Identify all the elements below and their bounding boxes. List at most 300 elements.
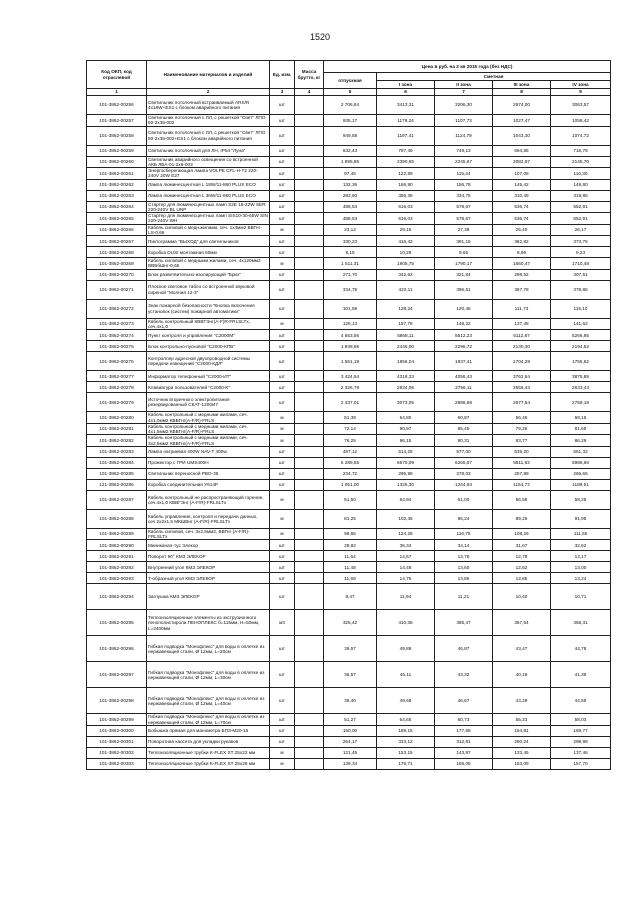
row-price-otpusknaya: 330,23 — [324, 236, 377, 247]
row-price-zone-1: 11,94 — [377, 584, 435, 610]
row-unit: шт — [270, 382, 295, 393]
row-name: Пункт контроля и управления "С2000М" — [147, 330, 270, 341]
row-code: 121-3862-00286 — [87, 479, 147, 490]
row-unit: шт — [270, 341, 295, 352]
row-price-zone-3: 10,40 — [493, 584, 551, 610]
row-code: 101-3862-00263 — [87, 190, 147, 201]
row-mass — [295, 393, 324, 412]
row-code: 101-3862-00267 — [87, 236, 147, 247]
row-price-zone-2: 34,14 — [435, 540, 493, 551]
row-price-zone-4: 3063,57 — [551, 96, 611, 115]
row-price-zone-1: 153,15 — [377, 747, 435, 758]
table-row — [87, 573, 611, 584]
row-unit: шт — [270, 145, 295, 156]
row-mass — [295, 341, 324, 352]
table-row — [87, 341, 611, 352]
row-price-zone-3: 31,67 — [493, 540, 551, 551]
row-mass — [295, 551, 324, 562]
row-price-zone-2: 177,68 — [435, 725, 493, 736]
row-price-zone-3: 133,45 — [493, 747, 551, 758]
row-mass — [295, 280, 324, 299]
row-mass — [295, 201, 324, 213]
row-price-zone-2: 2245,67 — [435, 156, 493, 168]
row-price-zone-3: 40,18 — [493, 662, 551, 688]
row-name: Прожектор с ГРИ UMS400H — [147, 457, 270, 468]
row-price-zone-4: 552,91 — [551, 201, 611, 213]
row-price-otpusknaya: 234,72 — [324, 468, 377, 479]
row-mass — [295, 736, 324, 747]
row-code: 101-3862-00265 — [87, 213, 147, 225]
row-price-otpusknaya: 949,58 — [324, 126, 377, 145]
row-price-otpusknaya: 11,69 — [324, 573, 377, 584]
table-row — [87, 736, 611, 747]
row-price-zone-2: 85,45 — [435, 423, 493, 435]
row-price-zone-2: 577,00 — [435, 446, 493, 457]
row-code: 101-3862-00258 — [87, 126, 147, 145]
row-price-zone-2: 2756,11 — [435, 382, 493, 393]
row-price-zone-4: 13,00 — [551, 562, 611, 573]
row-price-zone-3: 107,08 — [493, 168, 551, 180]
header-smetnaya: Сметная — [377, 73, 611, 81]
table-row — [87, 371, 611, 382]
row-price-otpusknaya: 97,46 — [324, 168, 377, 180]
row-price-zone-3: 43,47 — [493, 636, 551, 662]
table-row — [87, 201, 611, 213]
row-price-zone-3: 12,62 — [493, 562, 551, 573]
row-unit: шт — [270, 573, 295, 584]
row-price-zone-3: 164,81 — [493, 725, 551, 736]
row-price-zone-2: 1837,41 — [435, 352, 493, 371]
row-code: 101-3862-00292 — [87, 562, 147, 573]
row-code: 101-3862-00275 — [87, 341, 147, 352]
row-mass — [295, 382, 324, 393]
row-price-zone-4: 110,30 — [551, 168, 611, 180]
row-price-zone-4: 307,51 — [551, 269, 611, 280]
header-zone-4: IV зона — [551, 81, 611, 89]
row-code: 101-3862-00271 — [87, 280, 147, 299]
row-unit: шт — [270, 156, 295, 168]
row-price-otpusknaya: 81,25 — [324, 509, 377, 528]
row-code: 101-3862-00287 — [87, 490, 147, 509]
row-price-zone-1: 124,28 — [377, 528, 435, 540]
row-unit: м3 — [270, 610, 295, 636]
row-name: Теплоизоляционные трубки K-FLEX ST 25х22 мм — [147, 747, 270, 758]
table-row — [87, 423, 611, 435]
row-price-zone-3: 2130,30 — [493, 341, 551, 352]
row-price-zone-1: 3413,31 — [377, 96, 435, 115]
row-code: 101-3862-00288 — [87, 509, 147, 528]
row-code: 101-3862-00298 — [87, 688, 147, 714]
column-number: 4 — [295, 89, 324, 96]
row-code: 101-3862-00259 — [87, 145, 147, 156]
row-price-zone-3: 153,09 — [493, 758, 551, 769]
row-price-otpusknaya: 1 551,19 — [324, 352, 377, 371]
row-code: 101-3862-00284 — [87, 457, 147, 468]
table-row — [87, 269, 611, 280]
column-number: 7 — [435, 89, 493, 96]
row-mass — [295, 584, 324, 610]
row-price-zone-4: 1058,42 — [551, 115, 611, 127]
column-number: 3 — [270, 89, 295, 96]
row-unit: шт — [270, 269, 295, 280]
row-price-zone-2: 396,51 — [435, 280, 493, 299]
row-price-zone-3: 362,82 — [493, 236, 551, 247]
row-price-zone-4: 149,80 — [551, 179, 611, 190]
row-price-zone-2: 1124,79 — [435, 126, 493, 145]
row-mass — [295, 479, 324, 490]
table-row — [87, 156, 611, 168]
row-price-zone-3: 257,89 — [493, 468, 551, 479]
header-otpusknaya: отпускная — [324, 73, 377, 89]
row-price-zone-3: 12,78 — [493, 551, 551, 562]
row-price-zone-2: 96,24 — [435, 509, 493, 528]
row-name: Лампа люминесцентная L 36W/11-860 PLUS ECO — [147, 190, 270, 201]
row-unit: шт — [270, 636, 295, 662]
row-price-zone-2: 1107,73 — [435, 115, 493, 127]
row-code: 101-3862-00294 — [87, 584, 147, 610]
row-price-zone-2: 4056,43 — [435, 371, 493, 382]
row-price-zone-4: 373,75 — [551, 236, 611, 247]
row-code: 101-3862-00281 — [87, 423, 147, 435]
row-price-zone-2: 13,86 — [435, 573, 493, 584]
price-table-container — [86, 60, 610, 770]
row-name: Миниканал-тус Элекор — [147, 540, 270, 551]
row-price-zone-1: 1956,04 — [377, 352, 435, 371]
row-price-zone-1: 49,68 — [377, 688, 435, 714]
row-code: 101-3862-00269 — [87, 258, 147, 270]
row-price-zone-1: 122,89 — [377, 168, 435, 180]
row-price-zone-2: 27,38 — [435, 224, 493, 236]
row-price-zone-2: 156,78 — [435, 179, 493, 190]
row-price-zone-4: 44,78 — [551, 636, 611, 662]
row-price-zone-2: 2886,68 — [435, 393, 493, 412]
row-mass — [295, 423, 324, 435]
row-price-zone-4: 86,29 — [551, 435, 611, 447]
row-price-zone-3: 310,49 — [493, 190, 551, 201]
row-price-otpusknaya: 23,12 — [324, 224, 377, 236]
row-code: 101-3862-00301 — [87, 736, 147, 747]
row-code: 101-3862-00273 — [87, 318, 147, 330]
row-name: Коробка соединительная У614Р — [147, 479, 270, 490]
row-mass — [295, 224, 324, 236]
row-price-zone-4: 552,91 — [551, 213, 611, 225]
row-price-otpusknaya: 36,57 — [324, 662, 377, 688]
row-unit: шт — [270, 468, 295, 479]
row-price-zone-2: 321,84 — [435, 269, 493, 280]
row-name: Плоское световое табло со встроенной звуковой сиреной "Молния 12-3" — [147, 280, 270, 299]
row-name: Бобышка прямая для манометра БПЗ-М20-15 — [147, 725, 270, 736]
row-mass — [295, 126, 324, 145]
row-unit: шт — [270, 247, 295, 258]
row-price-zone-4: 378,86 — [551, 280, 611, 299]
row-price-zone-4: 26,17 — [551, 224, 611, 236]
row-name: Т-образный угол КМЗ ЭЛЕКОР — [147, 573, 270, 584]
row-price-zone-4: 32,62 — [551, 540, 611, 551]
row-code: 101-3862-00279 — [87, 393, 147, 412]
row-price-zone-1: 157,78 — [377, 318, 435, 330]
row-price-zone-2: 334,75 — [435, 190, 493, 201]
row-price-zone-3: 1043,30 — [493, 126, 551, 145]
header-zone-1: I зона — [377, 81, 435, 89]
row-price-otpusknaya: 325,42 — [324, 610, 377, 636]
row-mass — [295, 190, 324, 201]
table-row — [87, 412, 611, 424]
row-price-zone-1: 2390,65 — [377, 156, 435, 168]
table-row — [87, 540, 611, 551]
row-mass — [295, 714, 324, 726]
row-price-otpusknaya: 98,56 — [324, 528, 377, 540]
row-price-otpusknaya: 39,40 — [324, 688, 377, 714]
row-price-zone-1: 797,49 — [377, 145, 435, 156]
row-name: Поворотная кассета для укладки рукавов — [147, 736, 270, 747]
table-row — [87, 747, 611, 758]
row-price-zone-1: 295,98 — [377, 468, 435, 479]
row-price-otpusknaya: 632,43 — [324, 145, 377, 156]
row-price-zone-2: 6265,57 — [435, 457, 493, 468]
row-mass — [295, 457, 324, 468]
row-name: Светильник аварийного освещения со встроенной АКБ ЛБА-01-2х6-003 — [147, 156, 270, 168]
row-unit: шт — [270, 457, 295, 468]
row-name: Гибкая подводка "Монофлекс" для воды в оплетке из нержавеющей стали, Ø 12мм, L=20см — [147, 636, 270, 662]
table-row — [87, 551, 611, 562]
row-unit: шт — [270, 479, 295, 490]
row-price-otpusknaya: 125,13 — [324, 318, 377, 330]
row-price-otpusknaya: 4 653,56 — [324, 330, 377, 341]
row-price-otpusknaya: 3 424,54 — [324, 371, 377, 382]
row-price-zone-2: 60,87 — [435, 412, 493, 424]
row-code: 101-3862-00278 — [87, 382, 147, 393]
table-row — [87, 382, 611, 393]
row-price-zone-2: 1244,93 — [435, 479, 493, 490]
row-mass — [295, 236, 324, 247]
row-mass — [295, 747, 324, 758]
table-row — [87, 758, 611, 769]
row-unit: шт — [270, 179, 295, 190]
row-name: Кабель контрольный КВВГЭнг(A-F)R-FRLSLTx, сеч.4х1,0 — [147, 318, 270, 330]
row-unit: м — [270, 435, 295, 447]
row-mass — [295, 528, 324, 540]
table-row — [87, 509, 611, 528]
row-code: 101-3862-00257 — [87, 115, 147, 127]
row-price-zone-1: 102,45 — [377, 509, 435, 528]
table-row — [87, 725, 611, 736]
row-unit: шт — [270, 688, 295, 714]
row-code: 101-3862-00299 — [87, 714, 147, 726]
row-name: Гибкая подводка "Монофлекс" для воды в оплетке из нержавеющей стали, Ø 12мм, L=70см — [147, 714, 270, 726]
row-unit: м — [270, 423, 295, 435]
row-code: 101-3862-00290 — [87, 540, 147, 551]
row-name: Светильник потолочный для ЛН, IP54 "Луна" — [147, 145, 270, 156]
row-price-zone-4: 298,98 — [551, 736, 611, 747]
row-name: Гибкая подводка "Монофлекс" для воды в оплетке из нержавеющей стали, Ø 12мм, L=40см — [147, 688, 270, 714]
row-mass — [295, 540, 324, 551]
row-unit: шт — [270, 126, 295, 145]
row-price-zone-2: 11,21 — [435, 584, 493, 610]
row-price-zone-3: 2556,43 — [493, 382, 551, 393]
row-price-zone-1: 3073,05 — [377, 393, 435, 412]
row-code: 101-3862-00296 — [87, 636, 147, 662]
row-price-zone-1: 189,15 — [377, 725, 435, 736]
row-price-zone-1: 616,03 — [377, 201, 435, 213]
row-price-zone-2: 5512,23 — [435, 330, 493, 341]
row-name: Лампа натриевая 400W NAV-T 400w — [147, 446, 270, 457]
row-name: Знак пожарной безопасности "Кнопка включения установок (систем) пожарной автоматики" — [147, 299, 270, 318]
row-unit: шт — [270, 736, 295, 747]
row-price-otpusknaya: 1 051,00 — [324, 479, 377, 490]
header-zone-2: II зона — [435, 81, 493, 89]
row-unit: м — [270, 509, 295, 528]
row-price-zone-4: 1074,72 — [551, 126, 611, 145]
table-body — [87, 96, 611, 770]
row-price-zone-2: 391,16 — [435, 236, 493, 247]
row-price-zone-1: 416,42 — [377, 236, 435, 247]
table-row — [87, 468, 611, 479]
row-code: 101-3862-00285 — [87, 468, 147, 479]
row-price-zone-4: 91,95 — [551, 509, 611, 528]
row-mass — [295, 412, 324, 424]
row-price-zone-2: 90,31 — [435, 435, 493, 447]
row-price-zone-4: 81,65 — [551, 423, 611, 435]
row-unit: м — [270, 318, 295, 330]
row-price-zone-3: 83,77 — [493, 435, 551, 447]
row-price-otpusknaya: 8,15 — [324, 247, 377, 258]
row-price-otpusknaya: 1 511,31 — [324, 258, 377, 270]
row-price-zone-4: 169,77 — [551, 725, 611, 736]
row-price-zone-4: 111,55 — [551, 528, 611, 540]
row-unit: шт — [270, 551, 295, 562]
table-row — [87, 479, 611, 490]
row-price-zone-2: 115,44 — [435, 168, 493, 180]
row-price-zone-1: 6670,09 — [377, 457, 435, 468]
row-mass — [295, 490, 324, 509]
row-price-otpusknaya: 488,53 — [324, 213, 377, 225]
row-price-zone-3: 536,74 — [493, 201, 551, 213]
row-price-otpusknaya: 1 938,95 — [324, 341, 377, 352]
row-price-zone-4: 2758,18 — [551, 393, 611, 412]
row-price-zone-3: 1660,47 — [493, 258, 551, 270]
row-mass — [295, 269, 324, 280]
table-row — [87, 330, 611, 341]
row-price-otpusknaya: 39,57 — [324, 636, 377, 662]
price-table — [86, 60, 611, 770]
table-row — [87, 352, 611, 371]
row-price-zone-4: 1710,48 — [551, 258, 611, 270]
row-name: Информатор телефонный "С2000-ИТ" — [147, 371, 270, 382]
table-row — [87, 213, 611, 225]
row-mass — [295, 468, 324, 479]
row-price-zone-2: 13,60 — [435, 562, 493, 573]
row-name: Кабель контрольный с медными жилами, сеч. 3х2,5мм2 КВВГнг(A-F/R)-FRLS — [147, 435, 270, 447]
row-price-zone-4: 1755,62 — [551, 352, 611, 371]
row-price-zone-1: 14,75 — [377, 573, 435, 584]
row-name: Светильник переносной РВО-36 — [147, 468, 270, 479]
row-mass — [295, 509, 324, 528]
row-name: Кабель контрольный не распространяющий горение, сеч.4х1,0 КВВГЭнг (A-F/R)-FRLSLTx — [147, 490, 270, 509]
table-row — [87, 299, 611, 318]
row-price-zone-3: 5112,87 — [493, 330, 551, 341]
row-code: 101-3862-00282 — [87, 435, 147, 447]
table-row — [87, 662, 611, 688]
row-price-zone-1: 175,71 — [377, 758, 435, 769]
row-price-otpusknaya: 334,75 — [324, 280, 377, 299]
row-price-zone-1: 128,24 — [377, 299, 435, 318]
page-number: 1520 — [309, 32, 331, 42]
row-name: Кабель силовой, сеч. 3х2,5мм2, ВВГнг (A-F/R)-FRLSLTx — [147, 528, 270, 540]
row-price-zone-1: 96,15 — [377, 435, 435, 447]
row-code: 101-3862-00262 — [87, 179, 147, 190]
row-price-zone-1: 2934,05 — [377, 382, 435, 393]
row-mass — [295, 258, 324, 270]
row-mass — [295, 371, 324, 382]
header-name: Наименование материалов и изделий — [147, 61, 270, 89]
row-name: Кабель силовой с медными жилами, сеч. 4х120мм2 ВВБбШнг-0,66 — [147, 258, 270, 270]
row-price-zone-2: 278,03 — [435, 468, 493, 479]
row-mass — [295, 330, 324, 341]
row-price-zone-1: 4318,33 — [377, 371, 435, 382]
row-price-zone-1: 410,36 — [377, 610, 435, 636]
row-price-otpusknaya: 271,70 — [324, 269, 377, 280]
row-mass — [295, 96, 324, 115]
row-price-otpusknaya: 150,00 — [324, 725, 377, 736]
row-code: 101-3862-00261 — [87, 168, 147, 180]
row-unit: шт — [270, 371, 295, 382]
column-number: 8 — [493, 89, 551, 96]
row-unit: м — [270, 747, 295, 758]
row-name: Контроллер адресной двухпроводной системы передачи извещений "С2000-КДЛ" — [147, 352, 270, 371]
row-price-zone-4: 13,17 — [551, 551, 611, 562]
header-mass: Масса брутто, кг — [295, 61, 324, 89]
row-price-zone-3: 2082,97 — [493, 156, 551, 168]
row-mass — [295, 573, 324, 584]
row-unit: шт — [270, 115, 295, 127]
row-price-zone-3: 694,85 — [493, 145, 551, 156]
row-price-zone-4: 2633,43 — [551, 382, 611, 393]
row-code: 101-3862-00266 — [87, 224, 147, 236]
row-code: 101-3862-00277 — [87, 371, 147, 382]
row-price-zone-2: 116,75 — [435, 528, 493, 540]
row-price-zone-4: 715,78 — [551, 145, 611, 156]
row-mass — [295, 247, 324, 258]
column-number: 1 — [87, 89, 147, 96]
row-price-otpusknaya: 132,36 — [324, 179, 377, 190]
row-unit: шт — [270, 168, 295, 180]
column-number: 2 — [147, 89, 270, 96]
row-name: Заглушка КМЗ ЭЛЕКОР — [147, 584, 270, 610]
row-price-zone-3: 56,46 — [493, 412, 551, 424]
row-unit: шт — [270, 299, 295, 318]
row-mass — [295, 758, 324, 769]
row-price-zone-1: 14,48 — [377, 562, 435, 573]
row-price-zone-3: 5811,63 — [493, 457, 551, 468]
table-row — [87, 168, 611, 180]
row-price-zone-2: 46,67 — [435, 688, 493, 714]
row-price-zone-4: 5266,85 — [551, 330, 611, 341]
row-code: 101-3862-00268 — [87, 247, 147, 258]
row-price-otpusknaya: 11,48 — [324, 562, 377, 573]
row-name: Стартер для люминесцентных ламп SIS10-30-65W SIN 220-240V WH — [148, 213, 268, 224]
row-name: Коробка DUSI монтажная 60мм — [147, 247, 270, 258]
row-price-zone-4: 41,39 — [551, 662, 611, 688]
row-price-otpusknaya: 11,64 — [324, 551, 377, 562]
row-price-zone-4: 9,23 — [551, 247, 611, 258]
row-price-zone-3: 137,48 — [493, 318, 551, 330]
row-price-zone-3: 89,26 — [493, 509, 551, 528]
column-number-row — [87, 89, 611, 96]
row-code: 101-3862-00280 — [87, 412, 147, 424]
row-price-zone-1: 616,03 — [377, 213, 435, 225]
row-price-zone-4: 3875,85 — [551, 371, 611, 382]
row-price-otpusknaya: 2 437,01 — [324, 393, 377, 412]
